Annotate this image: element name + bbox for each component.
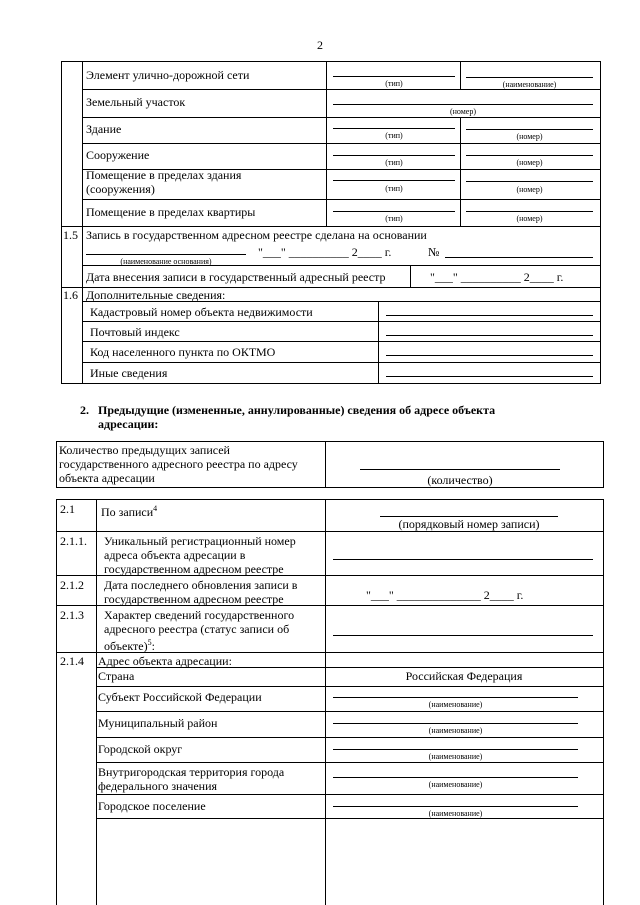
district-field[interactable] bbox=[333, 723, 578, 724]
page-number: 2 bbox=[317, 38, 323, 52]
record-status-field[interactable] bbox=[333, 635, 593, 636]
structure-type-field[interactable] bbox=[333, 155, 455, 156]
structure-label: Сооружение bbox=[86, 148, 150, 162]
section2-heading-line2: адресации: bbox=[98, 417, 159, 431]
other-label: Иные сведения bbox=[90, 366, 168, 380]
basis-name-field[interactable] bbox=[86, 254, 246, 255]
intracity-field[interactable] bbox=[333, 777, 578, 778]
last-update-date[interactable]: "___" ______________ 2____ г. bbox=[366, 588, 524, 602]
row16-number: 1.6 bbox=[63, 288, 78, 302]
building-label: Здание bbox=[86, 122, 122, 136]
row214-number: 2.1.4 bbox=[60, 654, 84, 668]
unique-reg-number-field[interactable] bbox=[333, 559, 593, 560]
other-field[interactable] bbox=[386, 376, 593, 377]
cadastral-label: Кадастровый номер объекта недвижимости bbox=[90, 305, 313, 319]
count-label-2: государственного адресного реестра по адресу bbox=[59, 457, 298, 471]
intracity-label-1: Внутригородская территория города bbox=[98, 765, 285, 779]
row213-label-3: объекте)$^5$: bbox=[104, 638, 155, 653]
count-hint: (количество) bbox=[427, 473, 493, 487]
row21-number: 2.1 bbox=[60, 502, 75, 516]
structure-number-hint: (номер) bbox=[516, 158, 543, 167]
subject-field[interactable] bbox=[333, 697, 578, 698]
row211-number: 2.1.1. bbox=[60, 534, 87, 548]
section2-heading-line1: Предыдущие (измененные, аннулированные) сведения об адресе объекта bbox=[98, 403, 496, 417]
building-number-field[interactable] bbox=[466, 129, 593, 130]
row211-label-1: Уникальный регистрационный номер bbox=[104, 534, 296, 548]
land-plot-number-field[interactable] bbox=[333, 104, 593, 105]
premises-building-label-2: (сооружения) bbox=[86, 182, 155, 196]
intracity-label-2: федерального значения bbox=[98, 779, 218, 793]
city-district-field[interactable] bbox=[333, 749, 578, 750]
structure-number-field[interactable] bbox=[466, 155, 593, 156]
district-label: Муниципальный район bbox=[98, 716, 218, 730]
land-plot-label: Земельный участок bbox=[86, 95, 186, 109]
subject-hint: (наименование) bbox=[428, 700, 483, 709]
building-type-hint: (тип) bbox=[385, 131, 403, 140]
premises-apartment-label: Помещение в пределах квартиры bbox=[86, 205, 256, 219]
row15-number: 1.5 bbox=[63, 228, 78, 242]
street-name-field[interactable] bbox=[466, 77, 593, 78]
street-name-hint: (наименование) bbox=[502, 80, 557, 89]
postal-field[interactable] bbox=[386, 335, 593, 336]
number-sign: № bbox=[428, 245, 440, 259]
city-district-hint: (наименование) bbox=[428, 752, 483, 761]
row211-label-2: адреса объекта адресации в bbox=[104, 548, 246, 562]
district-hint: (наименование) bbox=[428, 726, 483, 735]
premises-building-number-hint: (номер) bbox=[516, 185, 543, 194]
premises-building-number-field[interactable] bbox=[466, 181, 593, 182]
structure-type-hint: (тип) bbox=[385, 158, 403, 167]
premises-apartment-type-field[interactable] bbox=[333, 211, 455, 212]
premises-apartment-type-hint: (тип) bbox=[385, 214, 403, 223]
entry-date-label: Дата внесения записи в государственный адресный реестр bbox=[86, 270, 386, 284]
count-field[interactable] bbox=[360, 469, 560, 470]
row213-label-1: Характер сведений государственного bbox=[104, 608, 295, 622]
cadastral-field[interactable] bbox=[386, 315, 593, 316]
section2-heading-number: 2. bbox=[80, 403, 89, 417]
building-type-field[interactable] bbox=[333, 128, 455, 129]
postal-label: Почтовый индекс bbox=[90, 325, 180, 339]
row15-label: Запись в государственном адресном реестре сделана на основании bbox=[86, 228, 427, 242]
entry-date[interactable]: "___" __________ 2____ г. bbox=[430, 270, 564, 284]
row212-number: 2.1.2 bbox=[60, 578, 84, 592]
row214-label: Адрес объекта адресации: bbox=[98, 654, 232, 668]
street-type-field[interactable] bbox=[333, 76, 455, 77]
country-value: Российская Федерация bbox=[405, 669, 523, 683]
land-plot-number-hint: (номер) bbox=[449, 107, 477, 116]
row21-label: По записи$^4$ bbox=[101, 504, 158, 519]
row16-label: Дополнительные сведения: bbox=[86, 288, 226, 302]
street-element-label: Элемент улично-дорожной сети bbox=[86, 68, 250, 82]
urban-settlement-hint: (наименование) bbox=[428, 809, 483, 818]
basis-number-field[interactable] bbox=[445, 257, 593, 258]
row213-number: 2.1.3 bbox=[60, 608, 84, 622]
row211-label-3: государственном адресном реестре bbox=[104, 562, 284, 576]
row213-label-2: адресного реестра (статус записи об bbox=[104, 622, 290, 636]
premises-apartment-number-field[interactable] bbox=[466, 211, 593, 212]
oktmo-label: Код населенного пункта по ОКТМО bbox=[90, 345, 276, 359]
urban-settlement-label: Городское поселение bbox=[98, 799, 206, 813]
intracity-hint: (наименование) bbox=[428, 780, 483, 789]
urban-settlement-field[interactable] bbox=[333, 806, 578, 807]
subject-label: Субъект Российской Федерации bbox=[98, 690, 262, 704]
count-label-1: Количество предыдущих записей bbox=[59, 443, 230, 457]
building-number-hint: (номер) bbox=[516, 132, 543, 141]
premises-building-label-1: Помещение в пределах здания bbox=[86, 168, 242, 182]
basis-date[interactable]: "___" __________ 2____ г. bbox=[258, 245, 392, 259]
record-number-hint: (порядковый номер записи) bbox=[398, 517, 540, 531]
count-label-3: объекта адресации bbox=[59, 471, 155, 485]
premises-apartment-number-hint: (номер) bbox=[516, 214, 543, 223]
country-label: Страна bbox=[98, 669, 135, 683]
basis-name-hint: (наименование основания) bbox=[120, 257, 212, 266]
row212-label-1: Дата последнего обновления записи в bbox=[104, 578, 298, 592]
city-district-label: Городской округ bbox=[98, 742, 183, 756]
row212-label-2: государственном адресном реестре bbox=[104, 592, 284, 606]
premises-building-type-hint: (тип) bbox=[385, 184, 403, 193]
oktmo-field[interactable] bbox=[386, 355, 593, 356]
premises-building-type-field[interactable] bbox=[333, 180, 455, 181]
street-type-hint: (тип) bbox=[385, 79, 403, 88]
